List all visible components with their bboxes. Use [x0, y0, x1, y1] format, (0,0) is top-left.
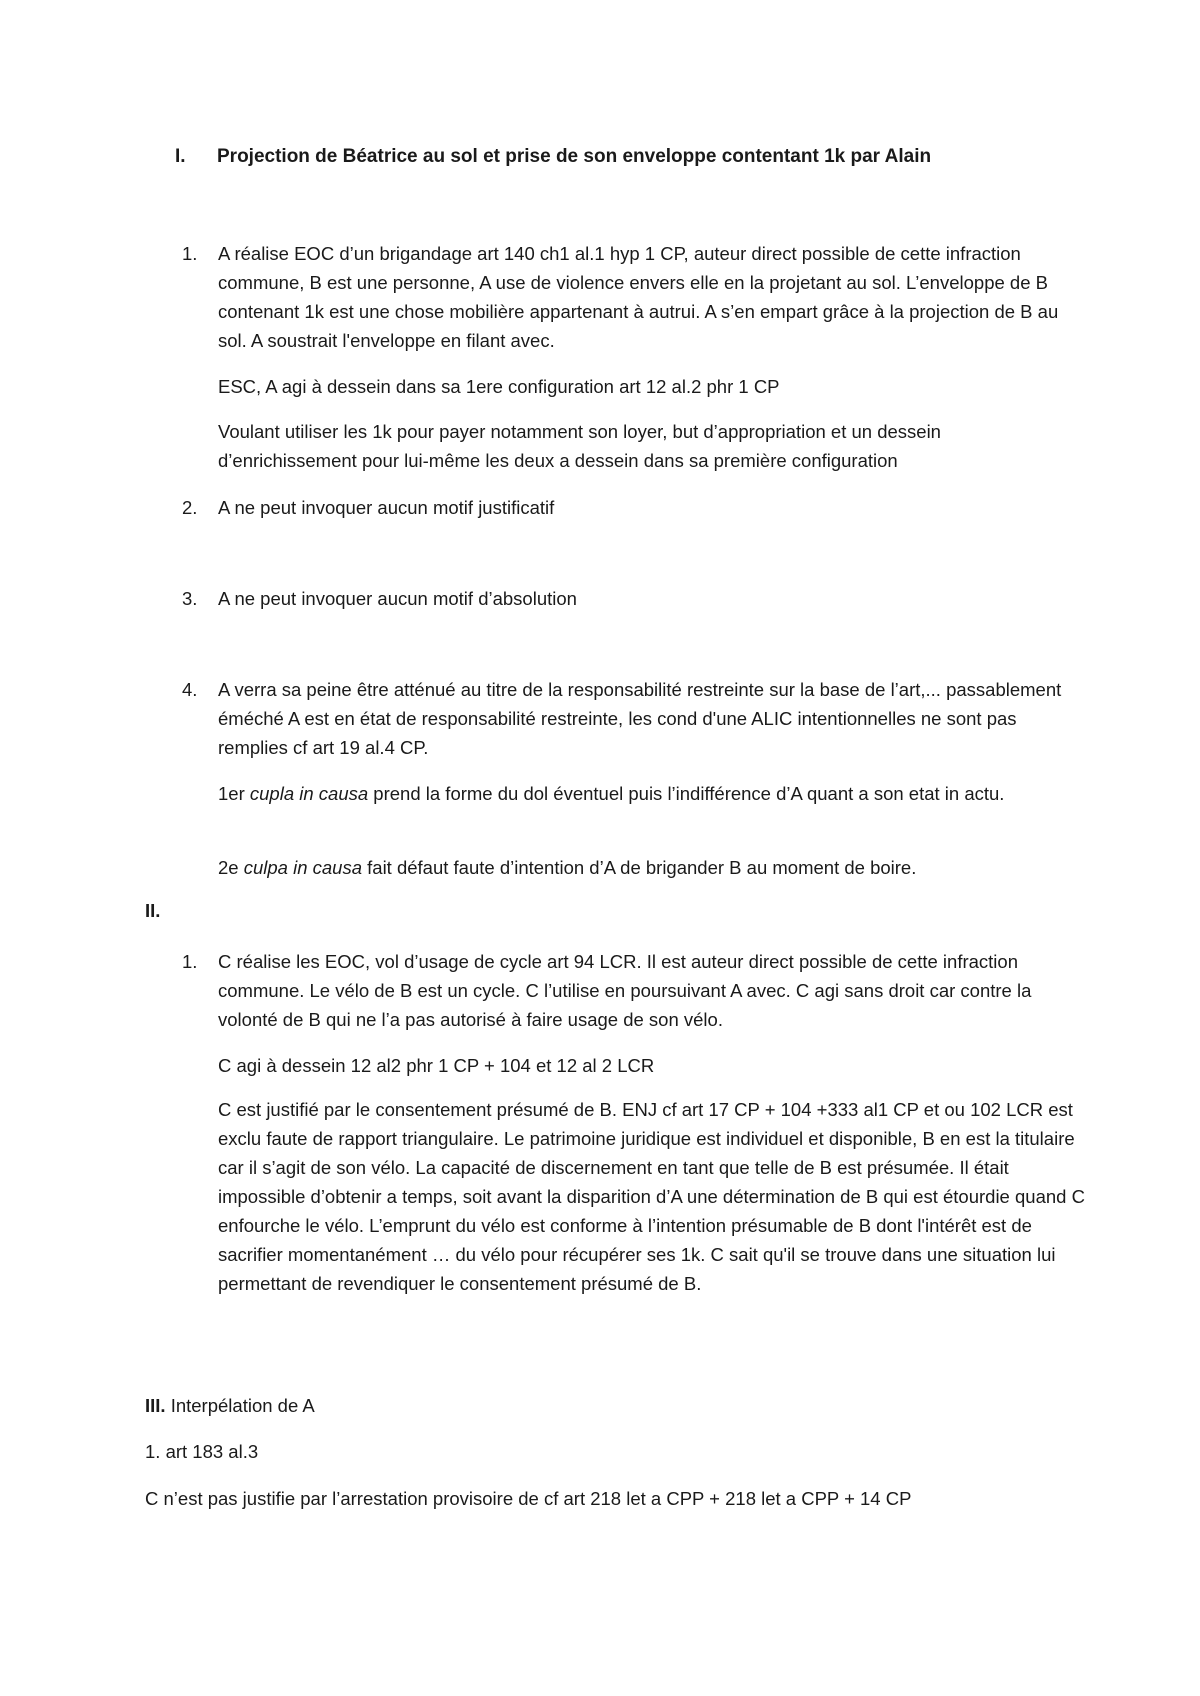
section-1-number: I. [175, 146, 186, 167]
culpa-2-rest: fait défaut faute d’intention d’A de brigander B au moment de boire. [362, 857, 917, 878]
section-3-line-2: C n’est pas justifie par l’arrestation provisoire de cf art 218 let a CPP + 218 let a CPP + 14 CP [145, 1488, 912, 1509]
section-3-line-1: 1. art 183 al.3 [145, 1441, 259, 1462]
item-text: A réalise EOC d’un brigandage art 140 ch1 al.1 hyp 1 CP, auteur direct possible de cette infraction commune, B est une personne, A use de violence envers elle en la projetant au sol. L’enveloppe de B contenant 1k est une chose mobilière appartenant à autrui. A s’en empart grâce à la projection de B au sol. A soustrait l'enveloppe en filant avec. [218, 243, 1059, 351]
section-3-heading [145, 1395, 315, 1417]
section-1-item-1 [182, 239, 1062, 355]
section-2-number: II. [145, 900, 161, 921]
item-text: A ne peut invoquer aucun motif justificatif [218, 497, 555, 518]
section-3-number: III. [145, 1395, 166, 1416]
section-1-item-4-culpa-2 [218, 853, 1078, 882]
section-1-item-1-voulant: Voulant utiliser les 1k pour payer notamment son loyer, but d’appropriation et un dessein d’enrichissement pour lui-même les deux a dessein dans sa première configuration [218, 421, 941, 471]
section-1-item-4-culpa-1 [218, 779, 1078, 808]
item-number: 1. [182, 243, 198, 264]
item-text: A verra sa peine être atténué au titre de la responsabilité restreinte sur la base de l’art,... passablement éméché A est en état de responsabilité restreinte, les cond d'une ALIC intentionnelles ne sont pas remplies cf art 19 al.4 CP. [218, 679, 1062, 758]
section-1-item-4 [182, 675, 1062, 762]
section-3-title: Interpélation de A [165, 1395, 315, 1416]
section-1-heading [175, 146, 931, 168]
item-number: 3. [182, 588, 198, 609]
section-2-item-1-dessein: C agi à dessein 12 al2 phr 1 CP + 104 et 12 al 2 LCR [218, 1055, 655, 1076]
section-2-item-1 [182, 947, 1062, 1034]
culpa-1-rest: prend la forme du dol éventuel puis l’indifférence d’A quant a son etat in actu. [368, 783, 1005, 804]
section-1-title: Projection de Béatrice au sol et prise de son enveloppe contentant 1k par Alain [217, 146, 932, 167]
section-1-item-3 [182, 584, 1062, 613]
culpa-1-term: cupla in causa [249, 783, 369, 804]
section-1-item-2 [182, 493, 1062, 522]
item-number: 1. [182, 951, 198, 972]
item-text: C réalise les EOC, vol d’usage de cycle art 94 LCR. Il est auteur direct possible de cette infraction commune. Le vélo de B est un cycle. C l’utilise en poursuivant A avec. C agi sans droit car contre la volonté de B qui ne l’a pas autorisé à faire usage de son vélo. [218, 951, 1032, 1030]
culpa-2-term: culpa in causa [243, 857, 362, 878]
culpa-2-prefix: 2e [218, 857, 244, 878]
section-2-item-1-justifie: C est justifié par le consentement présumé de B. ENJ cf art 17 CP + 104 +333 al1 CP et ou 102 LCR est exclu faute de rapport triangulaire. Le patrimoine juridique est individuel et disponible, B en est la titulaire car il s’agit de son vélo. La capacité de discernement en tant que telle de B est présumée. Il était impossible d’obtenir a temps, soit avant la disparition d’A une détermination de B qui est étourdie quand C enfourche le vélo. L’emprunt du vélo est conforme à l’intention présumable de B dont l'intérêt est de sacrifier momentanément … du vélo pour récupérer ses 1k. C sait qu'il se trouve dans une situation lui permettant de revendiquer le consentement présumé de B. [218, 1099, 1085, 1294]
culpa-1-prefix: 1er [218, 783, 250, 804]
item-number: 4. [182, 679, 198, 700]
item-number: 2. [182, 497, 198, 518]
section-1-item-1-esc: ESC, A agi à dessein dans sa 1ere configuration art 12 al.2 phr 1 CP [218, 376, 780, 397]
item-text: A ne peut invoquer aucun motif d’absolution [218, 588, 577, 609]
